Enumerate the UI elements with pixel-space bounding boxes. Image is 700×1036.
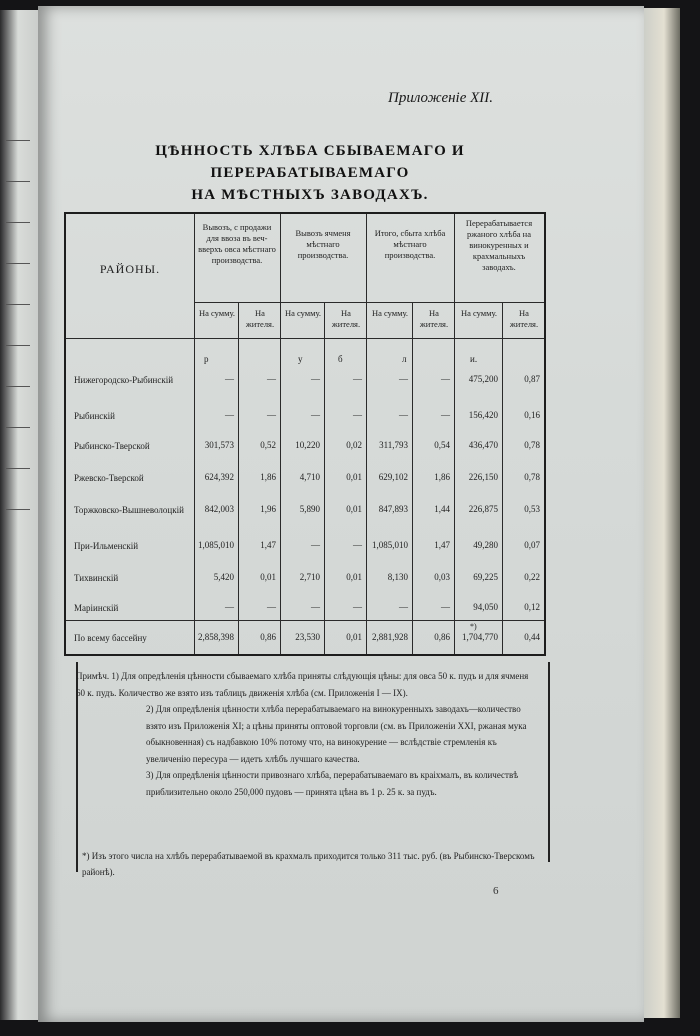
subheader-per-capita: На жителя. [509, 308, 539, 329]
table-cell: — [441, 602, 450, 612]
table-cell: 0,54 [434, 440, 450, 450]
table-cell: 23,530 [295, 632, 320, 642]
subheader-sum: На сумму. [198, 308, 236, 318]
table-cell: 0,86 [260, 632, 276, 642]
subheader-sum: На сумму. [460, 308, 498, 318]
table-cell: 2,881,928 [372, 632, 408, 642]
subheader-per-capita: На жителя. [245, 308, 275, 329]
col-divider [454, 214, 455, 654]
table-cell: 0,16 [524, 410, 540, 420]
table-cell: — [267, 410, 276, 420]
subheader-per-capita: На жителя. [331, 308, 361, 329]
table-cell: — [399, 602, 408, 612]
table-cell: 624,392 [204, 472, 234, 482]
unit-letter: и. [470, 354, 478, 364]
table-cell: 0,01 [346, 572, 362, 582]
subheader-sum: На сумму. [371, 308, 409, 318]
note-1: Примѣч. 1) Для опредѣленія цѣнности сбываемаго хлѣба приняты слѣдующія цѣны: для овса 50 к. пудъ и для ячменя 60 к. пудъ. Количество же взято изъ таблицъ движенія хлѣба (см. Приложенія I — IX). [76, 671, 529, 698]
table-cell: 1,085,010 [198, 540, 234, 550]
table-cell: 0,03 [434, 572, 450, 582]
table-cell: 629,102 [378, 472, 408, 482]
table-cell: 2,710 [299, 572, 320, 582]
data-table [64, 212, 546, 656]
page-title [60, 140, 560, 206]
group-header-barley: Вывозъ ячменя мѣстнаго производства. [295, 228, 351, 260]
table-cell: 0,01 [260, 572, 276, 582]
table-cell: 0,53 [524, 504, 540, 514]
table-cell: 10,220 [295, 440, 320, 450]
table-cell: 0,44 [524, 632, 540, 642]
table-cell: 0,86 [434, 632, 450, 642]
table-cell: — [353, 374, 362, 384]
table-cell: 0,22 [524, 572, 540, 582]
table-cell: — [225, 374, 234, 384]
table-cell: 4,710 [299, 472, 320, 482]
table-cell: — [311, 540, 320, 550]
subcol-divider [412, 302, 413, 654]
subcol-divider [502, 302, 503, 654]
table-cell: 0,12 [524, 602, 540, 612]
col-divider [280, 214, 281, 654]
table-cell: 301,573 [204, 440, 234, 450]
table-cell: 8,130 [387, 572, 408, 582]
table-cell: 0,07 [524, 540, 540, 550]
table-cell: — [353, 602, 362, 612]
table-cell: 226,150 [468, 472, 498, 482]
table-cell: 0,02 [346, 440, 362, 450]
region-name: Нижегородско-Рыбинскій [74, 375, 174, 385]
group-header-total: Итого, сбыта хлѣба мѣстнаго производства. [374, 228, 446, 260]
table-cell: 69,225 [473, 572, 498, 582]
title-line-1: ЦѢННОСТЬ ХЛѢБА СБЫВАЕМАГО И ПЕРЕРАБАТЫВАЕМАГО [155, 143, 465, 181]
table-cell: 1,96 [260, 504, 276, 514]
table-cell: 1,085,010 [372, 540, 408, 550]
table-cell: — [441, 410, 450, 420]
table-cell: — [311, 410, 320, 420]
table-cell: 0,78 [524, 440, 540, 450]
region-header: РАЙОНЫ. [99, 262, 161, 276]
table-cell: 0,01 [346, 472, 362, 482]
table-cell: — [399, 410, 408, 420]
table-cell: 311,793 [379, 440, 408, 450]
note-2: 2) Для опредѣленія цѣнности хлѣба перерабатываемаго на винокуренныхъ заводахъ—количество взято изъ Приложенія XI; а цѣны приняты оптовой торговли (см. въ Приложеніи XXI, ржаная мука обыкновенная) съ надбавкою 10% потому что, на винокурение — вслѣдствіе стремленія къ увеличенію пересура — идетъ хлѣбъ лучшаго качества. [146, 704, 527, 764]
table-cell: 0,01 [346, 632, 362, 642]
subheader-sum: На сумму. [284, 308, 322, 318]
col-divider [366, 214, 367, 654]
table-cell: 1,86 [434, 472, 450, 482]
region-name: По всему бассейну [74, 633, 147, 643]
notes-block [76, 668, 536, 800]
table-cell: — [267, 602, 276, 612]
title-line-2: НА МѢСТНЫХЪ ЗАВОДАХЪ. [191, 187, 429, 203]
region-name: При-Ильменскій [74, 541, 139, 551]
table-cell: 475,200 [468, 374, 498, 384]
col-divider [194, 214, 195, 654]
table-cell: 0,52 [260, 440, 276, 450]
region-name: Маріинскій [74, 603, 119, 613]
table-cell: 5,890 [299, 504, 320, 514]
table-cell: — [353, 540, 362, 550]
group-header-oats: Вывозъ, с продажи для ввоза въ веч-вверхъ овса мѣстнаго производства. [198, 222, 276, 265]
table-cell: 1,47 [434, 540, 450, 550]
table-cell: 156,420 [468, 410, 498, 420]
table-cell: 0,01 [346, 504, 362, 514]
unit-letter: б [338, 354, 343, 364]
right-page-edge [640, 8, 680, 1018]
appendix-label: Приложеніе XII. [388, 90, 494, 106]
region-name: Тихвинскій [74, 573, 119, 583]
table-cell: 436,470 [468, 440, 498, 450]
total-rule [66, 620, 544, 621]
table-cell: 49,280 [473, 540, 498, 550]
table-cell: — [441, 374, 450, 384]
table-cell: 226,875 [468, 504, 498, 514]
subheader-per-capita: На жителя. [419, 308, 449, 329]
subcol-divider [238, 302, 239, 654]
table-cell: — [311, 374, 320, 384]
total-footnote-mark: *) [470, 622, 477, 631]
unit-letter: р [204, 354, 209, 364]
table-cell: 0,87 [524, 374, 540, 384]
unit-letter: л [402, 354, 407, 364]
region-name: Рыбинскій [74, 411, 115, 421]
table-cell: 842,003 [204, 504, 234, 514]
table-cell: — [267, 374, 276, 384]
table-cell: — [399, 374, 408, 384]
notes-rule-right [548, 662, 550, 862]
table-cell: — [225, 602, 234, 612]
left-page-edge [0, 10, 40, 1020]
unit-letter: у [298, 354, 303, 364]
table-cell: 94,050 [473, 602, 498, 612]
footnote: *) Изъ этого числа на хлѣбъ перерабатываемой въ крахмалъ приходится только 311 тыс. руб. (въ Рыбинско-Тверскомъ районѣ). [82, 851, 535, 877]
table-cell: — [311, 602, 320, 612]
header-bottom-rule [66, 338, 544, 339]
region-name: Ржевско-Тверской [74, 473, 144, 483]
table-cell: 1,704,770 [462, 632, 498, 642]
table-cell: — [225, 410, 234, 420]
group-header-processed: Перерабатывается ржаного хлѣба на винокуренных и крахмальныхъ заводахъ. [465, 218, 533, 272]
table-cell: 1,86 [260, 472, 276, 482]
note-3: 3) Для опредѣленія цѣнности привознаго хлѣба, перерабатываемаго въ краіхмалъ, въ количествѣ приблизительно около 250,000 пудовъ — принята цѣна въ 1 р. 25 к. за пудъ. [146, 770, 519, 797]
table-cell: 2,858,398 [198, 632, 234, 642]
table-cell: 1,47 [260, 540, 276, 550]
header-divider [194, 302, 544, 303]
left-page-lines [6, 100, 30, 920]
table-cell: 0,78 [524, 472, 540, 482]
table-cell: — [353, 410, 362, 420]
table-cell: 1,44 [434, 504, 450, 514]
subcol-divider [324, 302, 325, 654]
table-cell: 5,420 [213, 572, 234, 582]
region-name: Рыбинско-Тверской [74, 441, 150, 451]
region-name: Торжковско-Вышневолоцкій [74, 505, 184, 515]
page-number: 6 [493, 885, 499, 897]
table-cell: 847,893 [378, 504, 408, 514]
